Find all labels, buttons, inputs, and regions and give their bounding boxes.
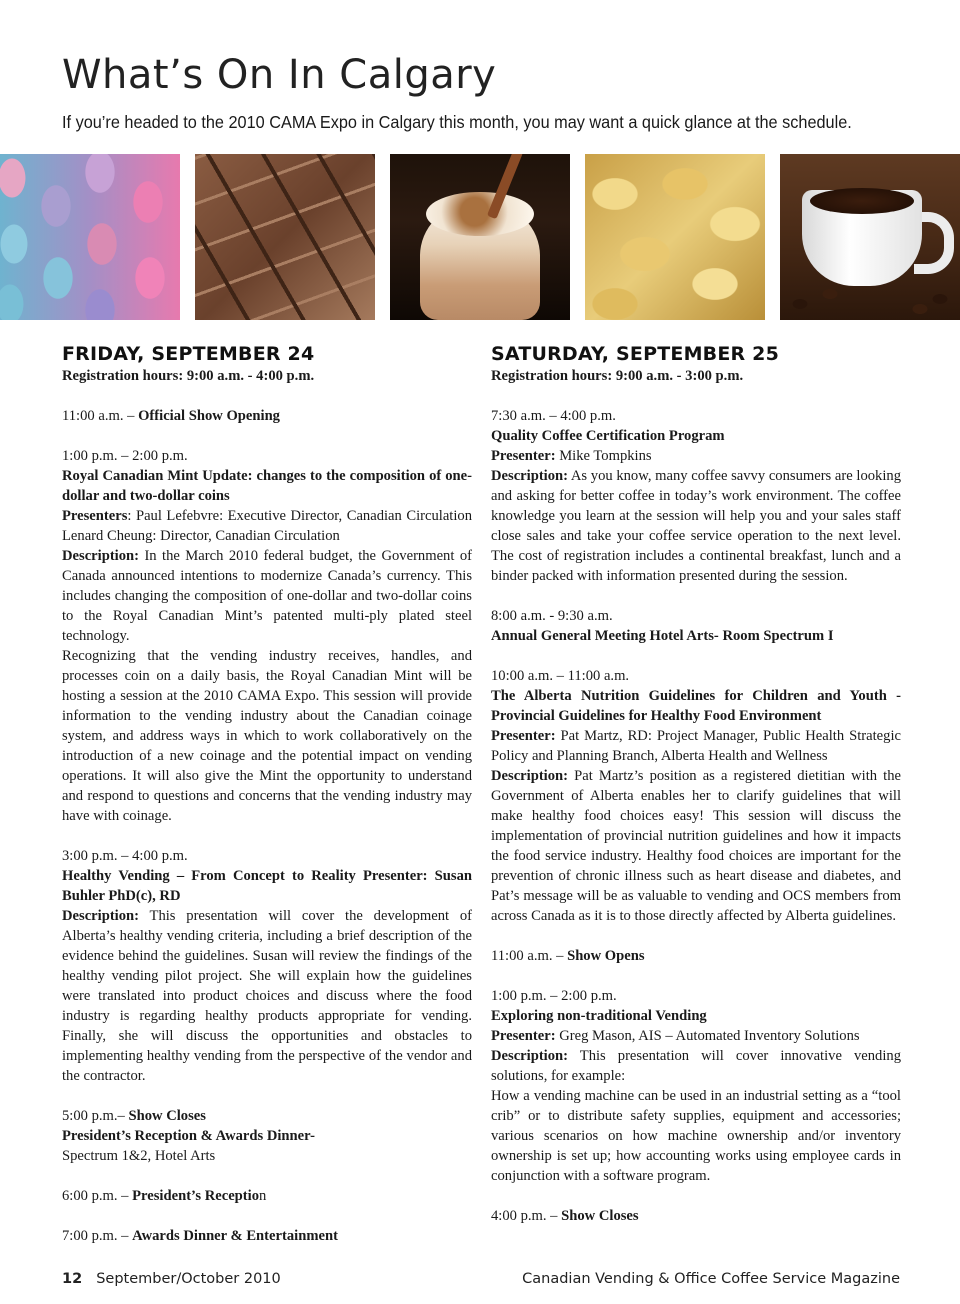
saturday-event-agm (491, 606, 901, 646)
event-title-tail: n (259, 1188, 267, 1204)
description-text: Recognizing that the vending industry receives, handles, and processes coin on a daily basis, the Royal Canadian Mint will be hosting a session at the 2010 CAMA Expo. This session will provide information to the vending industry about the Canadian coinage system, and address ways in which to work collaboratively on the introduction of a new coinage and the potential impact on vending operations. It will also give the Mint the opportunity to understand and respond to questions and concerns that the vending industry may have with coinage. (62, 648, 472, 824)
presenter-label: Presenter: (491, 728, 556, 744)
friday-event-dinner (62, 1226, 472, 1246)
description-text: As you know, many coffee savvy consumers are looking and asking for better coffee in today’s work environment. The coffee knowledge you learn at the session will help you and your sales staff close sales and take your coffee service operation to the next level. The cost of registration includes a continental breakfast, lunch and a binder packed with information presented during the session. (491, 468, 901, 584)
event-title: Awards Dinner & Entertainment (132, 1228, 338, 1244)
saturday-heading: SATURDAY, SEPTEMBER 25 (491, 343, 780, 365)
page-number: 12 (62, 1271, 83, 1287)
saturday-event-nutrition-guidelines (491, 666, 901, 926)
event-time: 8:00 a.m. - 9:30 a.m. (491, 608, 613, 624)
event-title: Show Opens (567, 948, 645, 964)
description-text: This presentation will cover the development of Alberta’s healthy vending criteria, including a brief description of the evidence behind the guidelines. Susan will review the findings of the healthy vending pilot project. She will explain how the guidelines were translated into product choices and discuss where the food industry is regarding healthy products appropriate for vending. Finally, she will discuss the opportunities and obstacles to implementing healthy vending from the perspective of the vendor and the contractor. (62, 908, 472, 1084)
description-text: Pat Martz’s position as a registered dietitian with the Government of Alberta enables her to clarify guidelines that will make healthy food choices easy! This session will discuss the implementation of provincial nutrition guidelines and how it impacts the food service industry. Healthy food choices are important for the prevention of chronic illness such as heart disease and diabetes, and Pat’s message will be as valuable to vending and OCS members from across Canada as it is to those directly affected by Alberta guidelines. (491, 768, 901, 924)
friday-event-healthy-vending (62, 846, 472, 1086)
event-title: Official Show Opening (138, 408, 280, 424)
description-text: In the March 2010 federal budget, the Government of Canada announced intentions to modernize Canada’s currency. This includes changing the composition of one-dollar and two-dollar coins to the Royal Canadian Mint’s patented multi-ply plated steel technology. (62, 548, 472, 644)
cotton-candy-photo (0, 154, 180, 320)
magazine-name: Canadian Vending & Office Coffee Service Magazine (522, 1271, 900, 1287)
event-title: Exploring non-traditional Vending (491, 1008, 707, 1024)
event-time: 1:00 p.m. – 2:00 p.m. (491, 988, 617, 1004)
event-title: Annual General Meeting Hotel Arts- Room Spectrum I (491, 628, 834, 644)
event-time: 4:00 p.m. – (491, 1208, 562, 1224)
event-title: President’s Receptio (132, 1188, 259, 1204)
event-title: Show Closes (561, 1208, 639, 1224)
saturday-event-coffee-certification (491, 406, 901, 586)
footer-left (62, 1271, 281, 1287)
presenter-text: Mike Tompkins (555, 448, 652, 464)
friday-event-show-closes (62, 1106, 472, 1166)
presenter-text: Pat Martz, RD: Project Manager, Public Health Strategic Policy and Planning Branch, Alberta Health and Wellness (491, 728, 901, 764)
presenters-label: Presenters (62, 508, 128, 524)
saturday-event-non-traditional-vending (491, 986, 901, 1186)
page-subtitle: If you’re headed to the 2010 CAMA Expo in Calgary this month, you may want a quick glance at the schedule. (62, 112, 852, 132)
friday-heading: FRIDAY, SEPTEMBER 24 (62, 343, 315, 365)
potato-chips-photo (585, 154, 765, 320)
event-time: 7:00 p.m. – (62, 1228, 133, 1244)
description-text: How a vending machine can be used in an industrial setting as a “tool crib” or to distribute safety supplies, equipment and accessories; various scenarios on how machine ownership and/or inventory ownership is set up; how accounting works using employee cards in conjunction with a software program. (491, 1088, 901, 1184)
photo-strip (0, 154, 960, 320)
friday-column (62, 342, 472, 1266)
saturday-event-show-opens (491, 946, 901, 966)
event-title: Royal Canadian Mint Update: changes to the composition of one-dollar and two-dollar coins (62, 468, 472, 504)
event-time: 7:30 a.m. – 4:00 p.m. (491, 408, 616, 424)
event-time: 11:00 a.m. – (491, 948, 568, 964)
event-subtitle: President’s Reception & Awards Dinner- (62, 1128, 315, 1144)
event-title: The Alberta Nutrition Guidelines for Children and Youth - Provincial Guidelines for Healthy Food Environment (491, 688, 901, 724)
description-text: This presentation will cover innovative vending solutions, for example: (491, 1048, 901, 1084)
presenter-text: Greg Mason, AIS – Automated Inventory Solutions (555, 1028, 860, 1044)
event-time: 10:00 a.m. – 11:00 a.m. (491, 668, 630, 684)
event-location: Spectrum 1&2, Hotel Arts (62, 1148, 216, 1164)
presenter-label: Presenter: (491, 448, 556, 464)
event-time: 5:00 p.m.– (62, 1108, 129, 1124)
saturday-registration: Registration hours: 9:00 a.m. - 3:00 p.m. (491, 368, 744, 384)
coffee-cup-photo (780, 154, 960, 320)
description-label: Description: (62, 548, 140, 564)
presenters-text: : Paul Lefebvre: Executive Director, Canadian Circulation Lenard Cheung: Director, Canadian Circulation (62, 508, 472, 544)
chocolate-bar-photo (195, 154, 375, 320)
event-time: 11:00 a.m. – (62, 408, 139, 424)
description-label: Description: (491, 1048, 569, 1064)
page-title: What’s On In Calgary (62, 52, 497, 98)
description-label: Description: (62, 908, 140, 924)
event-title: Healthy Vending – From Concept to Reality Presenter: Susan Buhler PhD(c), RD (62, 868, 472, 904)
presenter-label: Presenter: (491, 1028, 556, 1044)
issue-date: September/October 2010 (96, 1271, 281, 1287)
friday-event-reception (62, 1186, 472, 1206)
description-label: Description: (491, 768, 569, 784)
cappuccino-photo (390, 154, 570, 320)
event-time: 1:00 p.m. – 2:00 p.m. (62, 448, 188, 464)
event-time: 3:00 p.m. – 4:00 p.m. (62, 848, 188, 864)
event-time: 6:00 p.m. – (62, 1188, 133, 1204)
saturday-column (491, 342, 901, 1246)
event-title: Show Closes (128, 1108, 206, 1124)
friday-event-opening (62, 406, 472, 426)
description-label: Description: (491, 468, 569, 484)
event-title: Quality Coffee Certification Program (491, 428, 725, 444)
friday-registration: Registration hours: 9:00 a.m. - 4:00 p.m. (62, 368, 315, 384)
saturday-event-show-closes (491, 1206, 901, 1226)
friday-event-mint (62, 446, 472, 826)
